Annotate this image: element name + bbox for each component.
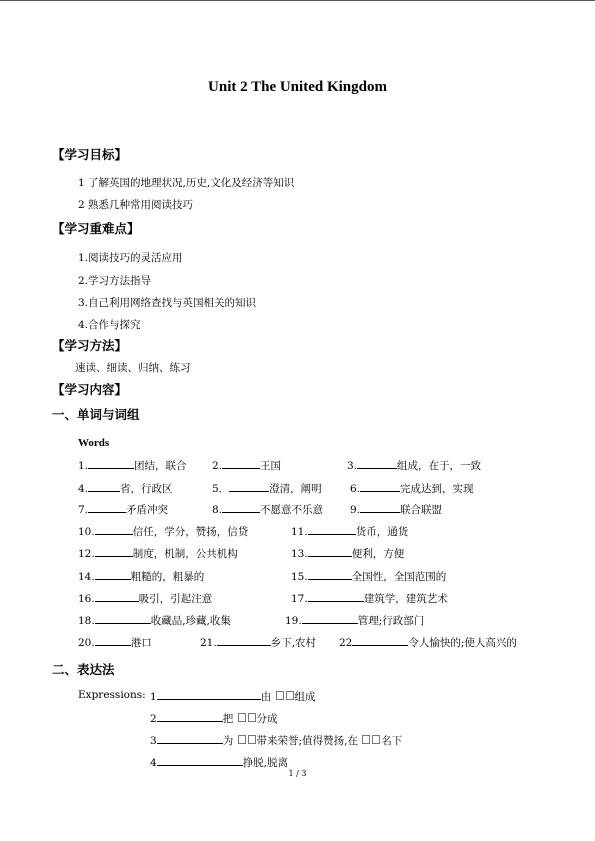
vocab-entry: 4. 省，行政区 <box>78 483 173 495</box>
goal-item: 2 熟悉几种常用阅读技巧 <box>78 199 194 211</box>
vocab-entry: 12. 制度，机制，公共机构 <box>78 548 238 560</box>
expression-item: 1 由 组成 <box>150 691 316 703</box>
vocab-entry: 17. 建筑学，建筑艺术 <box>291 593 448 605</box>
expression-item: 3 为 带来荣誉;值得赞扬,在 名下 <box>150 735 403 747</box>
vocab-entry: 7. 矛盾冲突 <box>78 504 169 516</box>
key-point-item: 3.自己利用网络查找与英国相关的知识 <box>78 297 257 309</box>
blank-box-icon <box>248 735 256 744</box>
vocab-entry: 14. 粗糙的，粗暴的 <box>78 571 205 583</box>
words-label: Words <box>78 437 110 449</box>
key-point-item: 2.学习方法指导 <box>78 275 152 287</box>
blank-box-icon <box>238 735 246 744</box>
top-rule <box>0 0 595 1</box>
vocab-entry: 6. 完成达到，实现 <box>350 483 474 495</box>
vocab-entry: 13. 便利，方便 <box>291 548 405 560</box>
blank-box-icon <box>238 713 246 722</box>
vocab-entry: 11. 货币，通货 <box>291 526 409 538</box>
vocab-entry: 8. 不愿意不乐意 <box>212 504 324 516</box>
blank-box-icon <box>362 735 370 744</box>
vocab-entry: 18. 收藏品,珍藏,收集 <box>78 615 231 627</box>
goals-heading: 【学习目标】 <box>52 147 128 162</box>
vocab-entry: 1. 团结，联合 <box>78 460 187 472</box>
blank-box-icon <box>276 691 284 700</box>
vocab-entry: 20. 港口 <box>78 637 152 649</box>
blank-box-icon <box>286 691 294 700</box>
expressions-section-heading: 二、表达法 <box>52 662 115 677</box>
vocab-entry: 15. 全国性，全国范围的 <box>291 571 447 583</box>
expression-item: 2 把 分成 <box>150 713 278 725</box>
vocab-entry: 2. 王国 <box>212 460 282 472</box>
vocab-entry: 19. 管理;行政部门 <box>285 615 425 627</box>
methods-text: 速读、细读、归纳、练习 <box>75 362 191 374</box>
content-heading: 【学习内容】 <box>52 382 128 397</box>
expression-item: 4 挣脱,脱离 <box>150 757 289 769</box>
goal-item: 1 了解英国的地理状况,历史,文化及经济等知识 <box>78 177 295 189</box>
key-points-heading: 【学习重难点】 <box>52 221 140 236</box>
key-point-item: 1.阅读技巧的灵活应用 <box>78 252 183 264</box>
blank-box-icon <box>372 735 380 744</box>
vocab-entry: 21. 乡下,农村 <box>200 637 317 649</box>
methods-heading: 【学习方法】 <box>52 338 128 353</box>
vocab-entry: 16. 吸引，引起注意 <box>78 593 213 605</box>
vocab-entry: 22 令人愉快的;使人高兴的 <box>339 637 517 649</box>
vocab-section-heading: 一、单词与词组 <box>52 407 140 422</box>
vocab-entry: 3. 组成，在于，一致 <box>347 460 482 472</box>
key-point-item: 4.合作与探究 <box>78 319 141 331</box>
vocab-entry: 5． 澄清，阐明 <box>212 483 322 495</box>
expressions-label: Expressions: <box>78 689 146 701</box>
vocab-entry: 10. 信任，学分，赞扬，信贷 <box>78 526 249 538</box>
vocab-entry: 9. 联合联盟 <box>350 504 443 516</box>
page-number: 1 / 3 <box>288 769 307 778</box>
blank-box-icon <box>248 713 256 722</box>
page-title: Unit 2 The United Kingdom <box>208 79 387 95</box>
